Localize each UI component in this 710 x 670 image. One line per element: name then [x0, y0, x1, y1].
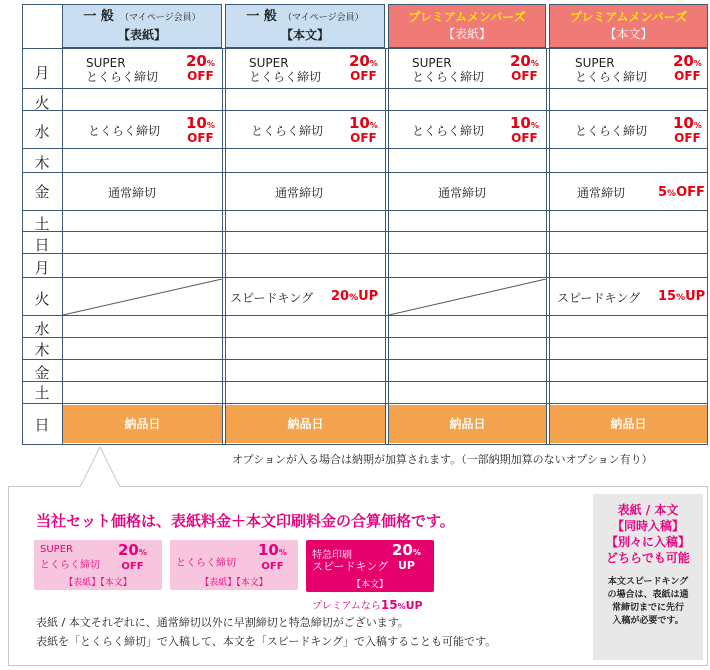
premium-note-text: プレミアムなら [312, 601, 381, 612]
regular-deadline-label: 通常締切 [108, 186, 157, 200]
tokuraku-label: とくらく締切 [575, 124, 648, 138]
header-sub: 【本文】 [280, 28, 329, 42]
delivery-day: 納品日 [63, 405, 222, 443]
grid-line [388, 48, 389, 444]
grid-line [546, 48, 547, 444]
discount-10-off [349, 114, 378, 145]
off-label: OFF [121, 561, 144, 572]
tokuraku-label: とくらく締切 [86, 70, 159, 84]
chip-label: とくらく締切 [176, 558, 236, 569]
side-body: 入稿が必要です。 [612, 616, 684, 626]
day-label: 土 [34, 384, 50, 402]
grid-line [22, 4, 62, 5]
tokuraku-chip [170, 540, 298, 590]
percent-sign: % [530, 121, 539, 130]
chip-label: スピードキング [312, 560, 389, 573]
grid-line [62, 48, 63, 444]
header-note: （マイページ会員） [119, 13, 201, 23]
header-general-body [225, 4, 385, 48]
percent-sign: % [667, 189, 677, 199]
day-label: 月 [34, 259, 50, 277]
super-label: SUPER [249, 56, 289, 70]
delivery-day: 納品日 [226, 405, 385, 443]
header-title: 一 般 [246, 9, 277, 24]
percent-sign: % [349, 293, 359, 303]
day-label: 木 [34, 341, 50, 359]
grid-line [707, 48, 708, 444]
up-label: UP [405, 599, 423, 612]
percent-sign: % [397, 602, 406, 611]
discount-value: 5 [658, 185, 668, 200]
description-line-1: 表紙 / 本文それぞれに、通常締切以外に早割締切と特急締切がございます。 [36, 616, 409, 629]
day-label: 土 [34, 215, 50, 233]
discount-20-off [186, 52, 215, 83]
row-line [22, 277, 708, 278]
discount-20-up [331, 289, 378, 304]
header-sub: 【表紙】 [442, 27, 491, 41]
super-label: SUPER [412, 56, 452, 70]
header-sub: 【表紙】 [117, 28, 166, 42]
header-title: プレミアムメンバーズ [569, 10, 688, 24]
discount-10-off [673, 114, 702, 145]
side-heading: どちらでも可能 [606, 551, 690, 565]
discount-value: 20 [392, 541, 413, 559]
speed-king-label: スピードキング [230, 291, 314, 305]
side-body: 本文スピードキング [607, 577, 689, 587]
discount-value: 10 [673, 114, 694, 132]
off-label: OFF [261, 561, 284, 572]
chip-label: とくらく締切 [40, 560, 100, 571]
up-label: UP [358, 289, 379, 304]
off-label: OFF [187, 69, 214, 83]
chip-sub: 【表紙】【本文】 [64, 578, 132, 588]
header-note: （マイページ会員） [282, 13, 364, 23]
tokuraku-label: とくらく締切 [412, 70, 485, 84]
super-label: SUPER [575, 56, 615, 70]
percent-sign: % [206, 121, 215, 130]
percent-sign: % [369, 121, 378, 130]
chip-sub: 【本文】 [351, 580, 388, 590]
super-tokuraku-chip [34, 540, 162, 590]
premium-note [312, 597, 423, 612]
percent-sign: % [693, 59, 702, 68]
discount-10-off [510, 114, 539, 145]
header-premium-body [549, 4, 708, 48]
tokuraku-label: とくらく締切 [575, 70, 648, 84]
chip-label: 特急印刷 [312, 550, 352, 561]
discount-value: 10 [186, 114, 207, 132]
day-label: 月 [34, 64, 50, 82]
side-panel [593, 494, 703, 660]
row-line [22, 381, 708, 382]
set-price-title: 当社セット価格は、表紙料金＋本文印刷料金の合算価格です。 [36, 512, 455, 530]
tokuraku-label: とくらく締切 [88, 124, 161, 138]
row-line [22, 172, 708, 173]
discount-value: 20 [331, 289, 350, 304]
chip-discount [258, 541, 287, 572]
off-label: OFF [511, 69, 538, 83]
side-heading: 【同時入稿】 [611, 519, 684, 533]
super-tokuraku-label [86, 56, 158, 84]
row-line [22, 444, 708, 445]
discount-value: 10 [258, 541, 279, 559]
header-general-cover [62, 4, 222, 48]
description-line-2: 表紙を「とくらく締切」で入稿して、本文を「スピードキング」で入稿することも可能です。 [36, 635, 497, 648]
row-line [22, 359, 708, 360]
day-label: 金 [34, 364, 50, 382]
off-label: OFF [350, 131, 377, 145]
discount-15-up [658, 289, 705, 304]
discount-value: 20 [118, 541, 139, 559]
discount-value: 20 [510, 52, 531, 70]
percent-sign: % [412, 548, 421, 557]
tokuraku-label: とくらく締切 [412, 124, 485, 138]
day-label: 日 [34, 416, 50, 434]
off-label: OFF [350, 69, 377, 83]
row-line [22, 88, 708, 89]
row-line [22, 337, 708, 338]
super-label: SUPER [86, 56, 126, 70]
row-line [22, 403, 708, 404]
tokuraku-label: とくらく締切 [251, 124, 324, 138]
percent-sign: % [138, 548, 147, 557]
off-label: OFF [676, 185, 705, 200]
speed-king-label: スピードキング [557, 291, 641, 305]
row-line [22, 48, 708, 49]
delivery-day: 納品日 [389, 405, 546, 443]
chip-discount [118, 541, 147, 572]
grid-line [222, 48, 223, 444]
day-label: 木 [34, 154, 50, 172]
off-label: OFF [187, 131, 214, 145]
day-label: 火 [34, 94, 50, 112]
percent-sign: % [530, 59, 539, 68]
off-label: OFF [674, 131, 701, 145]
off-label: OFF [511, 131, 538, 145]
row-line [22, 148, 708, 149]
percent-sign: % [369, 59, 378, 68]
not-available-slash [63, 279, 222, 315]
day-label: 水 [34, 123, 50, 141]
header-premium-cover [388, 4, 546, 48]
percent-sign: % [676, 293, 686, 303]
side-heading: 表紙 / 本文 [617, 503, 679, 517]
discount-value: 10 [349, 114, 370, 132]
speed-king-chip [306, 540, 434, 592]
header-title: プレミアムメンバーズ [408, 10, 526, 24]
discount-20-off [510, 52, 539, 83]
off-label: OFF [674, 69, 701, 83]
up-label: UP [685, 289, 706, 304]
discount-20-off [349, 52, 378, 83]
row-line [22, 110, 708, 111]
up-label: UP [397, 559, 415, 572]
regular-deadline-label: 通常締切 [438, 186, 487, 200]
discount-value: 20 [349, 52, 370, 70]
tokuraku-label: とくらく締切 [249, 70, 322, 84]
discount-value: 15 [380, 598, 398, 612]
delivery-day: 納品日 [550, 405, 707, 443]
day-label: 水 [34, 320, 50, 338]
day-label: 日 [34, 236, 50, 254]
percent-sign: % [278, 548, 287, 557]
chip-label: SUPER [40, 544, 73, 555]
percent-sign: % [693, 121, 702, 130]
header-title: 一 般 [83, 9, 114, 24]
grid-line [385, 48, 386, 444]
header-sub: 【本文】 [604, 27, 653, 41]
grid-line [549, 48, 550, 444]
discount-10-off [186, 114, 215, 145]
day-label: 火 [34, 290, 50, 308]
percent-sign: % [206, 59, 215, 68]
row-line [22, 231, 708, 232]
side-body: 常締切までに先行 [611, 603, 684, 613]
discount-value: 20 [673, 52, 694, 70]
callout-pointer [80, 445, 120, 487]
discount-20-off [673, 52, 702, 83]
regular-deadline-label: 通常締切 [577, 186, 626, 200]
not-available-slash [389, 279, 546, 315]
discount-value: 15 [658, 289, 677, 304]
super-tokuraku-label [249, 56, 321, 84]
option-note: オプションが入る場合は納期が加算されます。（一部納期加算のないオプション有り） [232, 453, 653, 466]
row-line [22, 210, 708, 211]
side-body: の場合は、表紙は通 [607, 590, 689, 600]
grid-line [225, 48, 226, 444]
side-heading: 【別々に入稿】 [605, 535, 690, 549]
discount-value: 10 [510, 114, 531, 132]
super-tokuraku-label [412, 56, 484, 84]
discount-5-off [658, 185, 705, 200]
super-tokuraku-label [575, 56, 647, 84]
day-label: 金 [34, 183, 50, 201]
regular-deadline-label: 通常締切 [275, 186, 324, 200]
row-line [22, 253, 708, 254]
chip-sub: 【表紙】【本文】 [200, 578, 268, 588]
chip-discount [392, 541, 421, 572]
discount-value: 20 [186, 52, 207, 70]
row-line [22, 315, 708, 316]
